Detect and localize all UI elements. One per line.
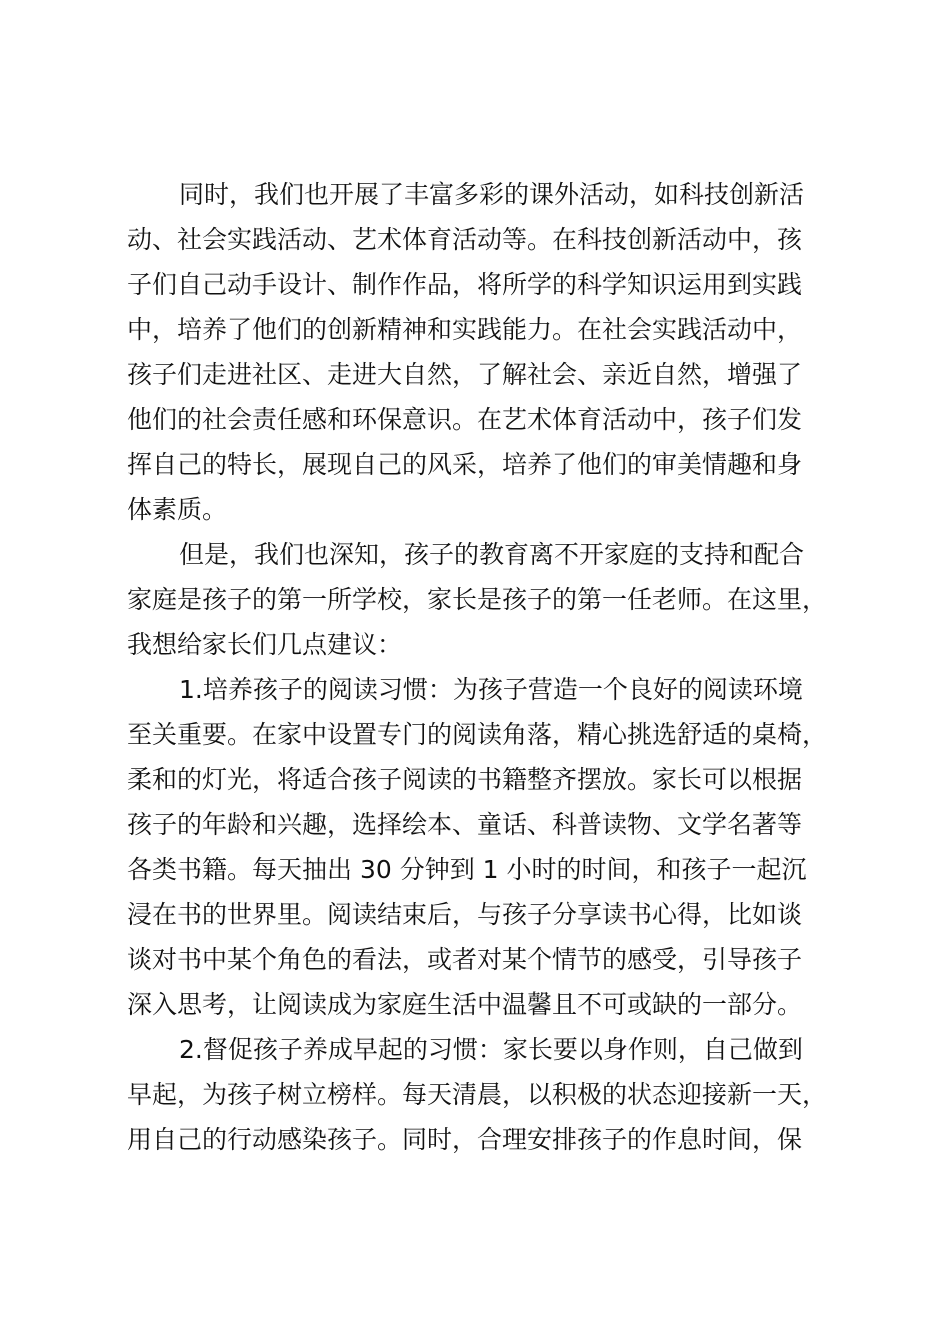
text-line: 各类书籍。每天抽出 30 分钟到 1 小时的时间，和孩子一起沉: [127, 855, 807, 884]
text-line: 孩子们走进社区、走进大自然，了解社会、亲近自然，增强了: [127, 360, 803, 389]
text-line: 但是，我们也深知，孩子的教育离不开家庭的支持和配合: [179, 540, 805, 569]
text-line: 深入思考，让阅读成为家庭生活中温馨且不可或缺的一部分。: [127, 990, 803, 1019]
text-line: 用自己的行动感染孩子。同时，合理安排孩子的作息时间，保: [127, 1125, 803, 1154]
text-line: 至关重要。在家中设置专门的阅读角落，精心挑选舒适的桌椅，: [127, 720, 828, 749]
text-line: 子们自己动手设计、制作作品，将所学的科学知识运用到实践: [127, 270, 803, 299]
paragraph-early-rising: [127, 1027, 837, 1162]
text-line: 他们的社会责任感和环保意识。在艺术体育活动中，孩子们发: [127, 405, 803, 434]
text-line: 我想给家长们几点建议：: [127, 630, 403, 659]
text-line: 挥自己的特长，展现自己的风采，培养了他们的审美情趣和身: [127, 450, 803, 479]
text-line: 体素质。: [127, 495, 228, 524]
text-line: 柔和的灯光，将适合孩子阅读的书籍整齐摆放。家长可以根据: [127, 765, 803, 794]
text-line: 家庭是孩子的第一所学校，家长是孩子的第一任老师。在这里，: [127, 585, 828, 614]
text-line: 早起，为孩子树立榜样。每天清晨，以积极的状态迎接新一天，: [127, 1080, 828, 1109]
text-line: 浸在书的世界里。阅读结束后，与孩子分享读书心得，比如谈: [127, 900, 803, 929]
document-body: [127, 172, 837, 1162]
paragraph-extracurricular: [127, 172, 837, 532]
paragraph-family-support: [127, 532, 837, 667]
text-line: 谈对书中某个角色的看法，或者对某个情节的感受，引导孩子: [127, 945, 803, 974]
text-line: 同时，我们也开展了丰富多彩的课外活动，如科技创新活: [179, 180, 805, 209]
text-line: 动、社会实践活动、艺术体育活动等。在科技创新活动中，孩: [127, 225, 803, 254]
text-line: 孩子的年龄和兴趣，选择绘本、童话、科普读物、文学名著等: [127, 810, 803, 839]
text-line: 2.督促孩子养成早起的习惯：家长要以身作则，自己做到: [179, 1035, 803, 1064]
text-line: 中，培养了他们的创新精神和实践能力。在社会实践活动中，: [127, 315, 803, 344]
paragraph-reading-habit: [127, 667, 837, 1027]
text-line: 1.培养孩子的阅读习惯：为孩子营造一个良好的阅读环境: [179, 675, 803, 704]
